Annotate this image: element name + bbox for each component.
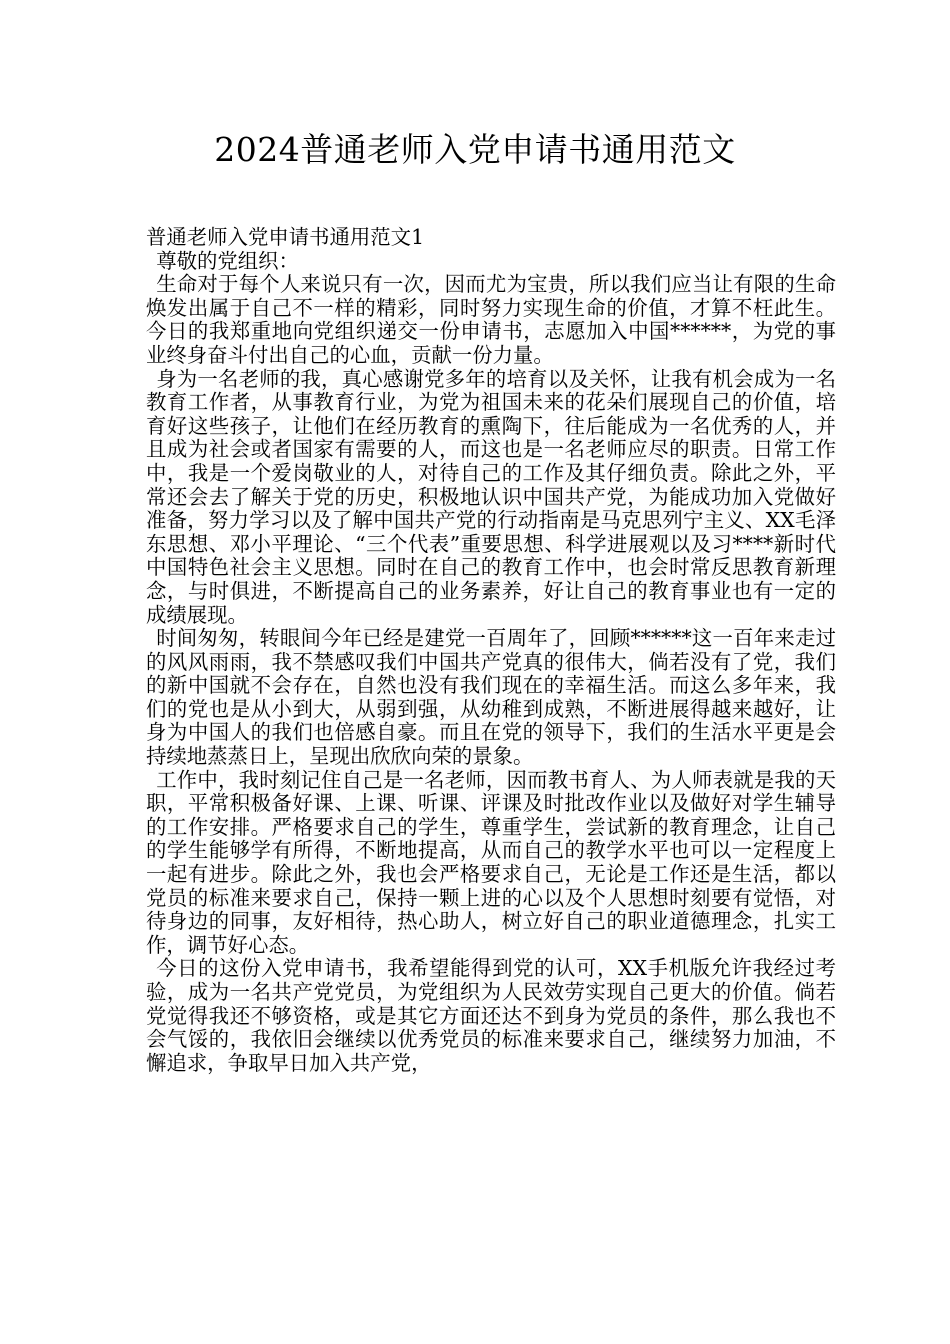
paragraph-4: 工作中，我时刻记住自己是一名老师，因而教书育人、为人师表就是我的天职，平常积极备好课、上课、听课、评课及时批改作业以及做好对学生辅导的工作安排。严格要求自己的学生，尊重学生，尝试新的教育理念，让自己的学生能够学有所得，不断地提高，从而自己的教学水平也可以一定程度上一起有进步。除此之外，我也会严格要求自己，无论是工作还是生活，都以党员的标准来要求自己，保持一颗上进的心以及个人思想时刻要有觉悟，对待身边的同事，友好相待，热心助人，树立好自己的职业道德理念，扎实工作，调节好心态。 [146,767,836,957]
paragraph-5: 今日的这份入党申请书，我希望能得到党的认可，XX手机版允许我经过考验，成为一名共产党党员，为党组织为人民效劳实现自己更大的价值。倘若党觉得我还不够资格，或是其它方面还达不到身为党员的条件，那么我也不会气馁的，我依旧会继续以优秀党员的标准来要求自己，继续努力加油，不懈追求，争取早日加入共产党， [146,956,836,1075]
paragraph-1: 生命对于每个人来说只有一次，因而尤为宝贵，所以我们应当让有限的生命焕发出属于自己不一样的精彩，同时努力实现生命的价值，才算不枉此生。今日的我郑重地向党组织递交一份申请书，志愿加入中国******，为党的事业终身奋斗付出自己的心血，贡献一份力量。 [146,272,836,367]
document-title: 2024普通老师入党申请书通用范文 [214,130,736,169]
document-body [146,226,836,1075]
salutation: 尊敬的党组织： [156,248,299,273]
paragraph-2: 身为一名老师的我，真心感谢党多年的培育以及关怀，让我有机会成为一名教育工作者，从事教育行业，为党为祖国未来的花朵们展现自己的价值，培育好这些孩子，让他们在经历教育的熏陶下，往后能成为一名优秀的人，并且成为社会或者国家有需要的人，而这也是一名老师应尽的职责。日常工作中，我是一个爱岗敬业的人，对待自己的工作及其仔细负责。除此之外，平常还会去了解关于党的历史，积极地认识中国共产党，为能成功加入党做好准备，努力学习以及了解中国共产党的行动指南是马克思列宁主义、XX毛泽东思想、邓小平理论、“三个代表”重要思想、科学进展观以及习****新时代中国特色社会主义思想。同时在自己的教育工作中，也会时常反思教育新理念，与时俱进，不断提高自己的业务素养，好让自己的教育事业也有一定的成绩展现。 [146,366,836,627]
paragraph-3: 时间匆匆，转眼间今年已经是建党一百周年了，回顾******这一百年来走过的风风雨雨，我不禁感叹我们中国共产党真的很伟大，倘若没有了党，我们的新中国就不会存在，自然也没有我们现在的幸福生活。而这么多年来，我们的党也是从小到大，从弱到强，从幼稚到成熟，不断进展得越来越好，让身为中国人的我们也倍感自豪。而且在党的领导下，我们的生活水平更是会持续地蒸蒸日上，呈现出欣欣向荣的景象。 [146,626,836,769]
document-subtitle: 普通老师入党申请书通用范文1 [146,225,425,249]
